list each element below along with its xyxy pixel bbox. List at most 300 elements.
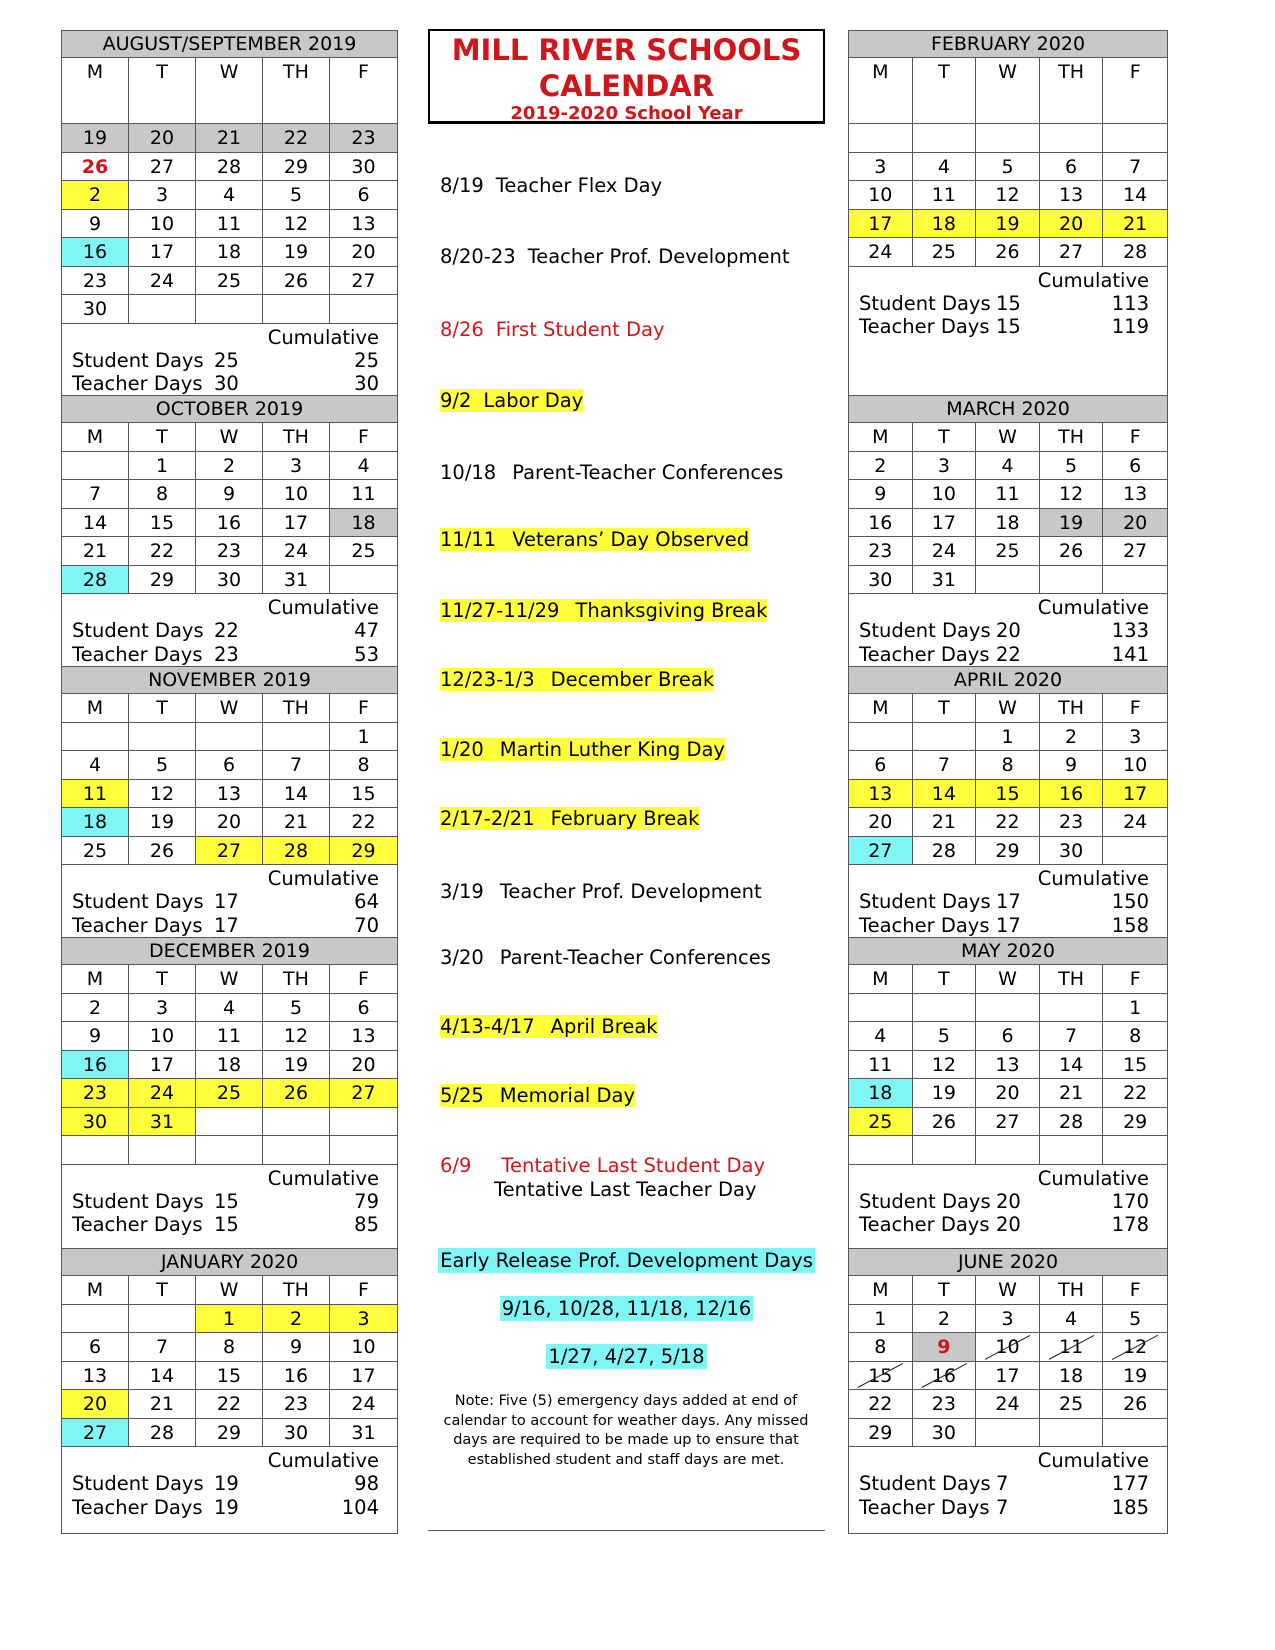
month-grid xyxy=(849,423,1167,594)
day-cell: 3 xyxy=(976,1305,1040,1334)
weekday-label: M xyxy=(849,423,913,452)
weekday-label: TH xyxy=(1040,58,1104,124)
day-cell: 5 xyxy=(129,751,196,780)
day-cell: 1 xyxy=(1103,994,1167,1023)
student-days-row xyxy=(859,1472,1157,1496)
event-label: Labor Day xyxy=(483,389,584,412)
cumulative-label: Cumulative xyxy=(267,1166,379,1190)
day-cell: 12 xyxy=(263,1022,330,1051)
day-cell: 11 xyxy=(1040,1333,1104,1362)
teacher-days-row xyxy=(72,914,387,938)
empty-day-cell xyxy=(1040,566,1104,595)
day-cell: 18 xyxy=(1040,1362,1104,1391)
day-cell: 3 xyxy=(330,1305,397,1334)
day-cell: 11 xyxy=(330,480,397,509)
day-cell: 17 xyxy=(263,509,330,538)
day-cell: 27 xyxy=(330,1079,397,1108)
title-line1: MILL RIVER SCHOOLS xyxy=(451,33,802,67)
day-cell: 6 xyxy=(1103,452,1167,481)
event-item xyxy=(440,880,762,904)
month-mar-2020 xyxy=(848,395,1168,671)
empty-day-cell xyxy=(913,723,977,752)
teacher-days-label: Teacher Days xyxy=(859,642,990,666)
empty-day-cell xyxy=(976,994,1040,1023)
student-days-row xyxy=(859,890,1157,914)
weekday-label: T xyxy=(913,965,977,994)
event-date: 9/2 xyxy=(440,389,472,412)
day-cell: 17 xyxy=(1103,780,1167,809)
teacher-days-month: 15 xyxy=(996,315,1021,338)
event-label: December Break xyxy=(550,668,715,691)
event-date: 3/19 xyxy=(440,880,484,903)
day-cell: 19 xyxy=(976,210,1040,239)
day-cell: 20 xyxy=(196,808,263,837)
weekday-label: TH xyxy=(263,423,330,452)
day-cell: 15 xyxy=(129,509,196,538)
cumulative-label: Cumulative xyxy=(1037,867,1149,890)
teacher-days-row xyxy=(72,1213,387,1237)
month-header: MAY 2020 xyxy=(849,938,1167,965)
day-cell: 26 xyxy=(913,1108,977,1137)
day-cell: 11 xyxy=(849,1051,913,1080)
day-cell: 27 xyxy=(976,1108,1040,1137)
day-cell: 17 xyxy=(129,1051,196,1080)
day-cell: 31 xyxy=(330,1419,397,1448)
student-days-month: 22 xyxy=(214,619,239,642)
day-cell: 2 xyxy=(913,1305,977,1334)
month-grid xyxy=(849,694,1167,865)
weekday-label: T xyxy=(129,423,196,452)
empty-day-cell xyxy=(129,295,196,324)
weekday-label: T xyxy=(913,423,977,452)
day-cell: 4 xyxy=(196,994,263,1023)
event-item xyxy=(440,461,783,485)
event-item xyxy=(440,245,790,269)
month-dec-2019 xyxy=(61,937,398,1250)
day-cell: 2 xyxy=(62,181,129,210)
empty-day-cell xyxy=(62,723,129,752)
empty-day-cell xyxy=(1103,124,1167,153)
event-text xyxy=(440,738,725,761)
day-cell: 21 xyxy=(129,1390,196,1419)
day-cell: 31 xyxy=(263,566,330,595)
weekday-label: F xyxy=(330,1276,397,1305)
day-cell: 6 xyxy=(196,751,263,780)
day-cell: 21 xyxy=(263,808,330,837)
empty-day-cell xyxy=(1040,1419,1104,1448)
empty-day-cell xyxy=(1103,566,1167,595)
day-cell: 28 xyxy=(129,1419,196,1448)
teacher-days-cumulative: 141 xyxy=(1111,642,1149,666)
weekday-label: W xyxy=(976,965,1040,994)
month-header: APRIL 2020 xyxy=(849,667,1167,694)
day-cell: 7 xyxy=(62,480,129,509)
day-cell: 27 xyxy=(1040,238,1104,267)
day-cell: 28 xyxy=(196,153,263,182)
teacher-days-label: Teacher Days xyxy=(72,642,203,666)
teacher-days-month: 15 xyxy=(214,1213,239,1236)
early-release-heading: Early Release Prof. Development Days xyxy=(440,1249,813,1272)
day-cell: 10 xyxy=(129,210,196,239)
day-cell: 30 xyxy=(62,1108,129,1137)
cumulative-section xyxy=(849,865,1167,941)
teacher-days-label: Teacher Days xyxy=(72,1213,203,1236)
student-days-row xyxy=(72,1190,387,1214)
day-cell: 9 xyxy=(263,1333,330,1362)
weekday-label: W xyxy=(976,58,1040,124)
teacher-days-month: 17 xyxy=(996,913,1021,937)
event-label: February Break xyxy=(550,807,700,830)
day-cell: 14 xyxy=(1103,181,1167,210)
day-cell: 18 xyxy=(62,808,129,837)
day-cell: 8 xyxy=(1103,1022,1167,1051)
day-cell: 3 xyxy=(1103,723,1167,752)
empty-day-cell xyxy=(263,1108,330,1137)
day-cell: 16 xyxy=(849,509,913,538)
day-cell: 4 xyxy=(330,452,397,481)
day-cell: 13 xyxy=(1040,181,1104,210)
event-text xyxy=(440,880,762,903)
day-cell: 10 xyxy=(330,1333,397,1362)
weekday-label: M xyxy=(62,965,129,994)
emergency-days-note: Note: Five (5) emergency days added at end of calendar to account for weather days. Any missed days are required to be made up to ensure that established student and staff days are met. xyxy=(443,1393,809,1468)
student-days-cumulative: 64 xyxy=(354,890,379,913)
empty-day-cell xyxy=(849,124,913,153)
day-cell: 10 xyxy=(129,1022,196,1051)
empty-day-cell xyxy=(849,723,913,752)
empty-day-cell xyxy=(1103,1136,1167,1165)
day-cell: 25 xyxy=(976,537,1040,566)
day-cell: 10 xyxy=(913,480,977,509)
day-cell: 16 xyxy=(62,1051,129,1080)
teacher-days-cumulative: 53 xyxy=(354,642,379,666)
empty-day-cell xyxy=(913,1136,977,1165)
day-cell: 25 xyxy=(849,1108,913,1137)
month-may-2020 xyxy=(848,937,1168,1250)
event-date: 8/20-23 xyxy=(440,245,516,268)
day-cell: 13 xyxy=(849,780,913,809)
day-cell: 19 xyxy=(913,1079,977,1108)
day-cell: 11 xyxy=(913,181,977,210)
month-grid xyxy=(62,694,397,865)
cumulative-label: Cumulative xyxy=(1037,268,1149,292)
teacher-days-row xyxy=(72,643,387,667)
day-cell: 13 xyxy=(196,780,263,809)
empty-day-cell xyxy=(129,1305,196,1334)
weekday-label: T xyxy=(129,694,196,723)
event-item xyxy=(440,318,665,342)
day-cell: 21 xyxy=(913,808,977,837)
event-label: April Break xyxy=(550,1015,658,1038)
day-cell: 29 xyxy=(263,153,330,182)
weekday-label: M xyxy=(849,1276,913,1305)
day-cell: 8 xyxy=(129,480,196,509)
empty-day-cell xyxy=(129,723,196,752)
day-cell: 24 xyxy=(129,267,196,296)
event-text xyxy=(440,946,771,969)
event-item xyxy=(440,807,699,831)
day-cell: 25 xyxy=(62,837,129,866)
teacher-days-cumulative: 178 xyxy=(1111,1213,1149,1236)
student-days-label: Student Days xyxy=(72,1189,204,1213)
day-cell: 29 xyxy=(129,566,196,595)
day-cell: 19 xyxy=(129,808,196,837)
day-cell: 30 xyxy=(330,153,397,182)
day-cell: 1 xyxy=(976,723,1040,752)
day-cell: 20 xyxy=(849,808,913,837)
empty-day-cell xyxy=(62,1305,129,1334)
empty-day-cell xyxy=(129,1136,196,1165)
month-grid xyxy=(62,965,397,1165)
day-cell: 14 xyxy=(62,509,129,538)
empty-day-cell xyxy=(1040,124,1104,153)
day-cell: 10 xyxy=(1103,751,1167,780)
empty-day-cell xyxy=(1103,1419,1167,1448)
day-cell: 30 xyxy=(196,566,263,595)
student-days-month: 17 xyxy=(214,890,239,913)
weekday-label: F xyxy=(1103,694,1167,723)
event-label: Parent-Teacher Conferences xyxy=(512,461,784,484)
empty-day-cell xyxy=(976,1419,1040,1448)
day-cell: 2 xyxy=(263,1305,330,1334)
day-cell: 6 xyxy=(62,1333,129,1362)
day-cell: 6 xyxy=(849,751,913,780)
day-cell: 8 xyxy=(849,1333,913,1362)
weekday-label: TH xyxy=(1040,965,1104,994)
day-cell: 20 xyxy=(1103,509,1167,538)
teacher-days-label: Teacher Days xyxy=(859,913,990,937)
event-date: 10/18 xyxy=(440,461,497,484)
student-days-row xyxy=(72,619,387,643)
student-days-month: 7 xyxy=(996,1472,1009,1495)
event-label: Teacher Flex Day xyxy=(495,174,663,197)
event-item xyxy=(440,528,749,552)
day-cell: 28 xyxy=(62,566,129,595)
event-item xyxy=(440,738,725,762)
student-days-cumulative: 177 xyxy=(1111,1472,1149,1495)
day-cell: 27 xyxy=(196,837,263,866)
day-cell: 23 xyxy=(849,537,913,566)
day-cell: 26 xyxy=(129,837,196,866)
day-cell: 29 xyxy=(196,1419,263,1448)
day-cell: 13 xyxy=(330,210,397,239)
day-cell: 15 xyxy=(849,1362,913,1391)
day-cell: 28 xyxy=(1103,238,1167,267)
event-date: 8/19 xyxy=(440,174,484,197)
student-days-label: Student Days xyxy=(859,291,991,315)
day-cell: 24 xyxy=(129,1079,196,1108)
empty-day-cell xyxy=(976,124,1040,153)
day-cell: 24 xyxy=(1103,808,1167,837)
day-cell: 3 xyxy=(913,452,977,481)
day-cell: 21 xyxy=(196,124,263,153)
event-text xyxy=(440,245,790,268)
teacher-days-cumulative: 30 xyxy=(354,372,379,395)
day-cell: 20 xyxy=(62,1390,129,1419)
day-cell: 9 xyxy=(62,1022,129,1051)
empty-day-cell xyxy=(330,1108,397,1137)
teacher-days-label: Teacher Days xyxy=(72,1495,203,1519)
event-label: Tentative Last Student Day xyxy=(501,1154,766,1177)
teacher-days-month: 23 xyxy=(214,642,239,666)
event-item xyxy=(440,1015,658,1039)
divider xyxy=(428,1530,825,1531)
month-header: JUNE 2020 xyxy=(849,1249,1167,1276)
cumulative-section xyxy=(849,267,1167,395)
day-cell: 13 xyxy=(1103,480,1167,509)
event-text xyxy=(440,461,783,484)
month-header: NOVEMBER 2019 xyxy=(62,667,397,694)
teacher-days-row xyxy=(72,372,387,396)
weekday-label: T xyxy=(913,1276,977,1305)
day-cell: 18 xyxy=(976,509,1040,538)
student-days-month: 19 xyxy=(214,1472,239,1495)
weekday-label: W xyxy=(976,694,1040,723)
cumulative-section xyxy=(62,594,397,670)
teacher-days-month: 20 xyxy=(996,1213,1021,1236)
day-cell: 6 xyxy=(1040,153,1104,182)
day-cell: 19 xyxy=(1103,1362,1167,1391)
teacher-days-row xyxy=(859,315,1157,339)
day-cell: 7 xyxy=(129,1333,196,1362)
teacher-days-label: Teacher Days xyxy=(72,913,203,937)
student-days-cumulative: 98 xyxy=(354,1472,379,1495)
day-cell: 15 xyxy=(330,780,397,809)
cumulative-section xyxy=(849,594,1167,670)
day-cell: 5 xyxy=(1040,452,1104,481)
month-aug-sep-2019 xyxy=(61,30,398,401)
student-days-row xyxy=(859,292,1157,316)
title-line3: 2019-2020 School Year xyxy=(510,103,743,124)
weekday-label: TH xyxy=(263,58,330,124)
event-item xyxy=(440,389,583,413)
day-cell: 12 xyxy=(976,181,1040,210)
day-cell: 30 xyxy=(1040,837,1104,866)
day-cell: 29 xyxy=(976,837,1040,866)
student-days-label: Student Days xyxy=(859,1472,991,1495)
weekday-label: W xyxy=(196,423,263,452)
weekday-label: F xyxy=(330,694,397,723)
day-cell: 16 xyxy=(263,1362,330,1391)
student-days-cumulative: 113 xyxy=(1111,291,1149,315)
event-text xyxy=(440,1084,635,1107)
day-cell: 27 xyxy=(849,837,913,866)
day-cell: 10 xyxy=(976,1333,1040,1362)
empty-day-cell xyxy=(263,723,330,752)
day-cell: 23 xyxy=(196,537,263,566)
day-cell: 1 xyxy=(129,452,196,481)
day-cell: 13 xyxy=(330,1022,397,1051)
day-cell: 5 xyxy=(913,1022,977,1051)
student-days-row xyxy=(72,349,387,373)
early-release-dates-2: 1/27, 4/27, 5/18 xyxy=(548,1345,705,1368)
day-cell: 20 xyxy=(976,1079,1040,1108)
teacher-days-cumulative: 185 xyxy=(1111,1495,1149,1519)
day-cell: 3 xyxy=(263,452,330,481)
event-text xyxy=(440,807,699,830)
day-cell: 5 xyxy=(1103,1305,1167,1334)
day-cell: 25 xyxy=(913,238,977,267)
empty-day-cell xyxy=(976,1136,1040,1165)
month-header: AUGUST/SEPTEMBER 2019 xyxy=(62,31,397,58)
day-cell: 25 xyxy=(196,267,263,296)
day-cell: 11 xyxy=(196,1022,263,1051)
day-cell: 23 xyxy=(62,1079,129,1108)
day-cell: 29 xyxy=(849,1419,913,1448)
day-cell: 26 xyxy=(1103,1390,1167,1419)
weekday-label: M xyxy=(62,694,129,723)
calendar-title xyxy=(428,29,825,124)
day-cell: 22 xyxy=(976,808,1040,837)
event-label: Teacher Prof. Development xyxy=(499,880,762,903)
day-cell: 30 xyxy=(913,1419,977,1448)
day-cell: 27 xyxy=(1103,537,1167,566)
event-text xyxy=(440,668,714,691)
day-cell: 21 xyxy=(62,537,129,566)
cumulative-section xyxy=(62,1165,397,1249)
day-cell: 28 xyxy=(913,837,977,866)
event-item xyxy=(440,668,714,692)
weekday-label: F xyxy=(1103,1276,1167,1305)
weekday-label: F xyxy=(1103,58,1167,124)
day-cell: 22 xyxy=(129,537,196,566)
day-cell: 19 xyxy=(263,238,330,267)
day-cell: 2 xyxy=(1040,723,1104,752)
day-cell: 1 xyxy=(849,1305,913,1334)
event-text xyxy=(440,1154,765,1177)
day-cell: 29 xyxy=(1103,1108,1167,1137)
weekday-label: F xyxy=(1103,965,1167,994)
student-days-cumulative: 25 xyxy=(354,348,379,372)
day-cell: 18 xyxy=(196,238,263,267)
empty-day-cell xyxy=(196,1136,263,1165)
day-cell: 5 xyxy=(263,181,330,210)
event-label: Teacher Prof. Development xyxy=(527,245,790,268)
day-cell: 9 xyxy=(1040,751,1104,780)
empty-day-cell xyxy=(263,295,330,324)
day-cell: 12 xyxy=(129,780,196,809)
month-nov-2019 xyxy=(61,666,398,942)
day-cell: 24 xyxy=(849,238,913,267)
day-cell: 23 xyxy=(913,1390,977,1419)
day-cell: 16 xyxy=(913,1362,977,1391)
day-cell: 20 xyxy=(129,124,196,153)
weekday-label: M xyxy=(62,58,129,124)
day-cell: 9 xyxy=(913,1333,977,1362)
event-label: Memorial Day xyxy=(499,1084,636,1107)
day-cell: 18 xyxy=(849,1079,913,1108)
event-label: Veterans’ Day Observed xyxy=(512,528,750,551)
weekday-label: TH xyxy=(1040,423,1104,452)
month-grid xyxy=(62,1276,397,1447)
weekday-label: F xyxy=(330,965,397,994)
cumulative-label: Cumulative xyxy=(267,867,379,890)
day-cell: 19 xyxy=(62,124,129,153)
empty-day-cell xyxy=(62,1136,129,1165)
event-label: Parent-Teacher Conferences xyxy=(499,946,771,969)
day-cell: 6 xyxy=(330,181,397,210)
event-date: 8/26 xyxy=(440,318,484,341)
day-cell: 24 xyxy=(913,537,977,566)
day-cell: 31 xyxy=(129,1108,196,1137)
weekday-label: W xyxy=(976,1276,1040,1305)
weekday-label: W xyxy=(196,1276,263,1305)
day-cell: 16 xyxy=(196,509,263,538)
day-cell: 8 xyxy=(196,1333,263,1362)
month-grid xyxy=(849,1276,1167,1447)
cumulative-label: Cumulative xyxy=(267,325,379,349)
month-header: MARCH 2020 xyxy=(849,396,1167,423)
